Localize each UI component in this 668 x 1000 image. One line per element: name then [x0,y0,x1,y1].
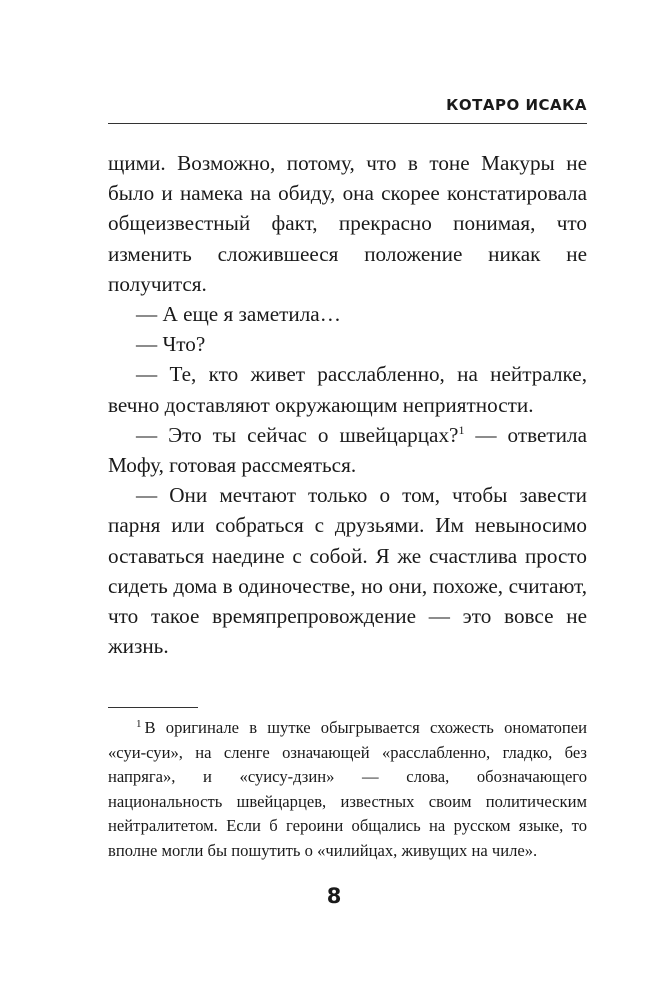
paragraph-5-end: — ответила Мофу, готовая рассмеяться. [108,422,587,478]
header-rule [108,123,587,124]
footnote-text: В оригинале в шутке обыгрывается схожесть ономатопеи «суи-суи», на сленге означающей «расслабленно, гладко, без напряга», и «суису-дзин» — слова, обозначающего национальность швейцарцев, известных своим политическим нейтралитетом. Если б героини общались на русском языке, то вполне могли бы пошутить о «чилийцах, живущих на чиле». [108,718,587,860]
paragraph-5-start: — Это ты сейчас о швейцарцах? [136,422,459,447]
main-text [108,148,587,661]
footnote-reference: 1 [458,422,465,437]
paragraph-5 [108,420,587,480]
paragraph-6: — Они мечтают только о том, чтобы завести парня или собраться с друзьями. Им невыносимо оставаться наедине с собой. Я же счастлива просто сидеть дома в одиночестве, но они, похоже, считают, что такое времяпрепровождение — это вовсе не жизнь. [108,483,587,659]
paragraph-2: — А еще я заметила… [136,302,341,327]
paragraph-3: — Что? [136,332,206,357]
paragraph-4: — Те, кто живет расслабленно, на нейтралке, вечно доставляют окружающим неприятности. [108,362,587,417]
page-number: 8 [326,884,342,908]
footnote-rule [108,707,198,708]
footnote-marker: 1 [136,718,142,730]
running-head: КОТАРО ИСАКА [446,96,587,114]
paragraph-1: щими. Возможно, потому, что в тоне Макуры не было и намека на обиду, она скорее констатировала общеизвестный факт, прекрасно понимая, что изменить сложившееся положение никак не получится. [108,151,587,296]
footnote [108,716,587,863]
